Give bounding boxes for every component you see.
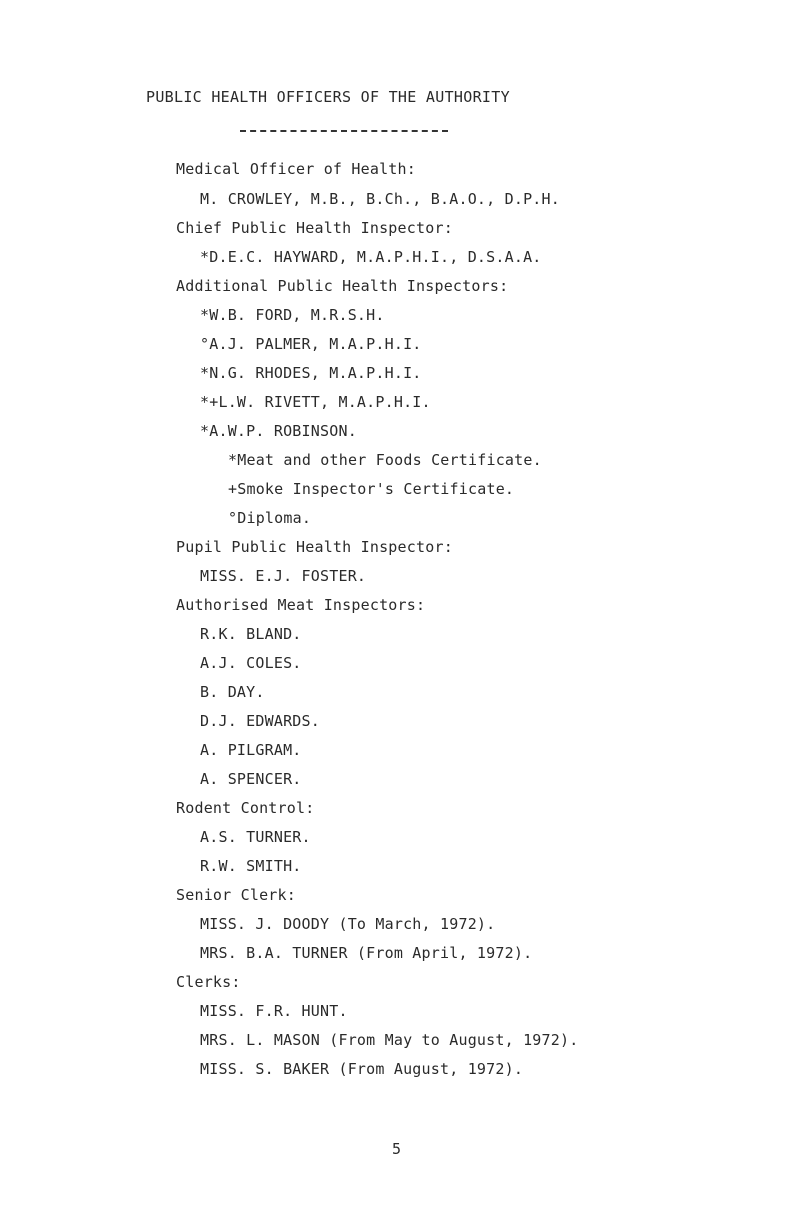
- list-item: D.J. EDWARDS.: [200, 712, 320, 730]
- heading-clerks: Clerks:: [176, 973, 241, 991]
- page-number: 5: [392, 1140, 402, 1158]
- footnote-meat-certificate: *Meat and other Foods Certificate.: [228, 451, 542, 469]
- list-item: MRS. L. MASON (From May to August, 1972).: [200, 1031, 579, 1049]
- list-item: A. PILGRAM.: [200, 741, 302, 759]
- list-item: A. SPENCER.: [200, 770, 302, 788]
- list-item: MISS. E.J. FOSTER.: [200, 567, 367, 585]
- footnote-smoke-certificate: +Smoke Inspector's Certificate.: [228, 480, 515, 498]
- list-item: *+L.W. RIVETT, M.A.P.H.I.: [200, 393, 431, 411]
- heading-additional-inspectors: Additional Public Health Inspectors:: [176, 277, 509, 295]
- list-item: R.W. SMITH.: [200, 857, 302, 875]
- heading-rodent-control: Rodent Control:: [176, 799, 315, 817]
- list-item: MISS. S. BAKER (From August, 1972).: [200, 1060, 524, 1078]
- list-item: *W.B. FORD, M.R.S.H.: [200, 306, 385, 324]
- list-item: B. DAY.: [200, 683, 265, 701]
- list-item: MRS. B.A. TURNER (From April, 1972).: [200, 944, 533, 962]
- heading-pupil-inspector: Pupil Public Health Inspector:: [176, 538, 453, 556]
- list-item: R.K. BLAND.: [200, 625, 302, 643]
- list-item: A.J. COLES.: [200, 654, 302, 672]
- divider-rule: [240, 130, 448, 132]
- list-item: A.S. TURNER.: [200, 828, 311, 846]
- heading-senior-clerk: Senior Clerk:: [176, 886, 296, 904]
- list-item: MISS. F.R. HUNT.: [200, 1002, 348, 1020]
- heading-meat-inspectors: Authorised Meat Inspectors:: [176, 596, 426, 614]
- heading-chief-inspector: Chief Public Health Inspector:: [176, 219, 453, 237]
- heading-medical-officer: Medical Officer of Health:: [176, 160, 416, 178]
- medical-officer-name: M. CROWLEY, M.B., B.Ch., B.A.O., D.P.H.: [200, 190, 560, 208]
- footnote-diploma: °Diploma.: [228, 509, 312, 527]
- page-title: PUBLIC HEALTH OFFICERS OF THE AUTHORITY: [146, 88, 510, 106]
- list-item: *A.W.P. ROBINSON.: [200, 422, 357, 440]
- list-item: °A.J. PALMER, M.A.P.H.I.: [200, 335, 422, 353]
- list-item: MISS. J. DOODY (To March, 1972).: [200, 915, 496, 933]
- chief-inspector-name: *D.E.C. HAYWARD, M.A.P.H.I., D.S.A.A.: [200, 248, 542, 266]
- list-item: *N.G. RHODES, M.A.P.H.I.: [200, 364, 422, 382]
